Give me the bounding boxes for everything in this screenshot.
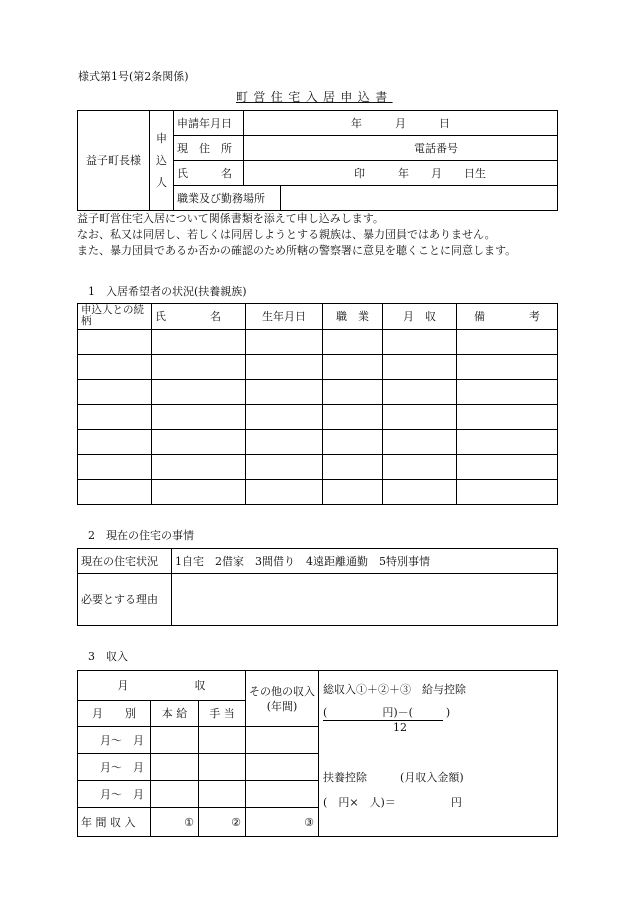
occupation-label: 職業及び勤務場所 [174,186,281,211]
reason-field[interactable] [172,574,558,626]
table-row [78,430,558,455]
reason-label: 必要とする理由 [78,574,172,626]
calc-line3: 12 [393,721,408,734]
statement-line: 益子町営住宅入居について関係書類を添えて申し込みします。 [77,212,384,225]
applicant-table [77,110,558,211]
header-income: 月 収 [383,304,457,330]
header-occupation: 職 業 [323,304,383,330]
statement [77,211,516,259]
table-row [78,405,558,430]
page-title: 町営住宅入居申込書 [236,90,393,104]
applicant-side-label: 申 込 人 [150,111,174,211]
section1-heading: 1 入居希望者の状況(扶養親族) [88,285,247,298]
section2-heading: 2 現在の住宅の事情 [88,529,194,542]
month-range[interactable]: 月～ 月 [78,781,151,808]
occupation-field[interactable] [281,186,558,211]
annual-income-label: 年 間 収 入 [78,808,151,837]
mark-2[interactable]: ② [199,808,246,837]
other-income-header: その他の収入(年間) [246,671,319,727]
dependents-table [77,303,558,505]
base-salary-header: 本 給 [151,701,199,727]
table-row [78,355,558,380]
month-column-header: 月 別 [78,701,151,727]
header-relation: 申込人との続柄 [78,304,152,330]
table-row [78,455,558,480]
name-field[interactable]: 印 年 月 日生 [244,161,558,186]
month-range[interactable]: 月～ 月 [78,754,151,781]
mark-3[interactable]: ③ [246,808,319,837]
address-field[interactable]: 電話番号 [244,136,558,161]
addressee: 益子町長様 [78,111,150,211]
table-row [78,330,558,355]
table-row [78,380,558,405]
income-table [77,670,558,837]
statement-line: また、暴力団員であるか否かの確認のため所轄の警察署に意見を聴くことに同意します。 [77,244,517,257]
mark-1[interactable]: ① [151,808,199,837]
address-label: 現 住 所 [174,136,244,161]
form-label: 様式第1号(第2条関係) [78,70,189,83]
date-field[interactable]: 年 月 日 [244,111,558,136]
section3-heading: 3 収入 [88,650,128,663]
table-row [78,480,558,505]
income-calculation [319,671,558,837]
calc-line1: 総収入①＋②＋③ 給与控除 [323,683,467,696]
header-name: 氏 名 [152,304,246,330]
month-range[interactable]: 月～ 月 [78,727,151,754]
housing-status-label: 現在の住宅状況 [78,549,172,574]
monthly-income-header: 月 収 [78,671,246,701]
calc-line5: ( 円× 人)＝ 円 [323,796,462,809]
name-label: 氏 名 [174,161,244,186]
calc-line4: 扶養控除 (月収入金額) [323,771,464,784]
allowance-header: 手 当 [199,701,246,727]
header-birthdate: 生年月日 [246,304,323,330]
date-label: 申請年月日 [174,111,244,136]
housing-table [77,548,558,626]
calc-line2: ( 円)－( ) [323,706,451,719]
housing-status-options[interactable]: 1自宅 2借家 3間借り 4遠距離通勤 5特別事情 [172,549,558,574]
header-remarks: 備 考 [457,304,558,330]
statement-line: なお、私又は同居し、若しくは同居しようとする親族は、暴力団員ではありません。 [77,228,496,241]
